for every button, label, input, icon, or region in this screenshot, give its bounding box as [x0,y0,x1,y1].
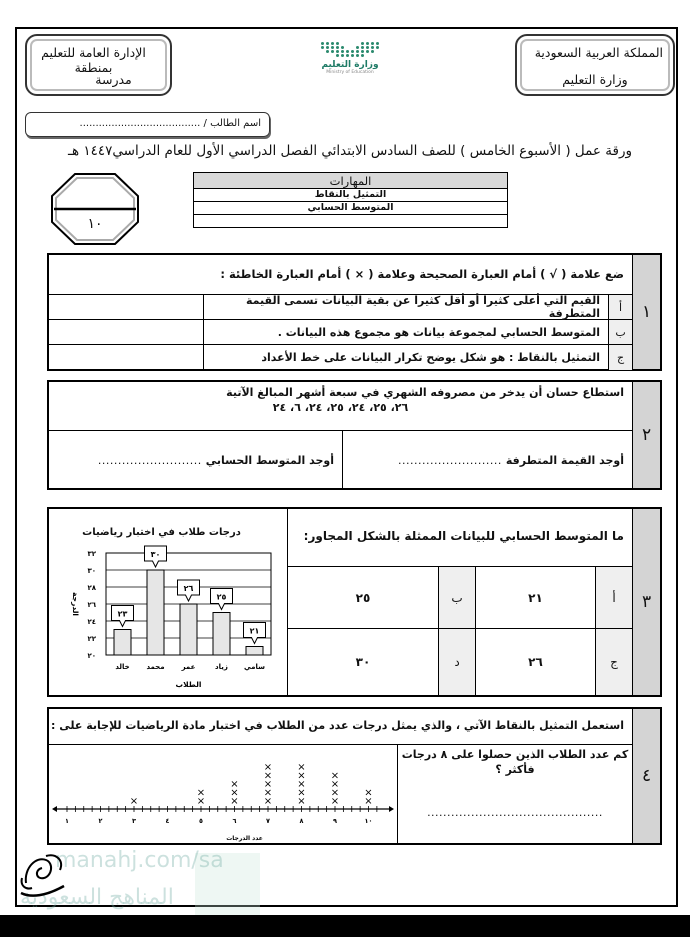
question-number: ٢ [632,382,660,488]
svg-text:٣: ٣ [132,817,136,825]
logo-english-text: Ministry of Education [326,70,374,75]
svg-text:×: × [297,770,306,782]
svg-text:٢٨: ٢٨ [87,584,96,592]
svg-text:٢٤: ٢٤ [87,618,96,626]
statement-label: ب [608,320,632,344]
question-prompt [49,382,632,431]
answer-cell[interactable] [49,345,203,370]
answer-cell[interactable] [49,320,203,344]
svg-text:×: × [263,779,273,790]
svg-text:×: × [263,787,273,799]
ministry-logo [315,42,385,92]
answer-cell[interactable] [49,295,203,319]
question-number: ٣ [632,509,660,695]
directorate-label: الإدارة العامة للتعليم بمنطقة [41,45,146,75]
ministry-header-box [515,34,675,96]
svg-text:خالد: خالد [115,663,130,671]
svg-text:٣٠: ٣٠ [87,567,96,575]
mean-answer[interactable] [49,431,342,489]
svg-text:٩: ٩ [333,817,337,825]
worksheet-title: ورقة عمل ( الأسبوع الخامس ) للصف السادس الابتدائي الفصل الدراسي الأول للعام الدراسي١٤٤٧ هـ [68,143,632,159]
skill-item: المتوسط الحسابي [194,202,508,215]
school-header-box [25,34,172,96]
option-value[interactable]: ٢٦ [475,629,595,695]
question-3 [47,507,662,697]
statement-text: القيم التي أعلى كثيرا أو أقل كثيرا عن بقية البيانات تسمى القيمة المتطرفة [203,295,608,319]
svg-text:×: × [196,787,206,799]
svg-text:الطلاب: الطلاب [175,680,202,689]
question-number: ٤ [632,709,660,843]
outlier-answer[interactable] [342,431,632,489]
svg-text:٢٥: ٢٥ [216,592,227,602]
skills-table [193,172,508,228]
mean-blank: .......................... [97,453,202,467]
svg-text:×: × [364,787,373,799]
svg-text:عدد الدرجات: عدد الدرجات [226,835,263,842]
svg-text:×: × [129,796,139,807]
svg-text:×: × [330,779,340,790]
statement-text: التمثيل بالنقاط : هو شكل يوضح تكرار البيانات على خط الأعداد [203,345,608,370]
options-grid [288,567,632,695]
octagon-icon [50,172,140,246]
svg-text:٣٢: ٣٢ [87,550,96,558]
svg-text:٨: ٨ [299,817,304,825]
svg-text:×: × [297,762,306,773]
outlier-blank: .......................... [397,453,502,467]
svg-text:١٠: ١٠ [364,817,373,825]
svg-text:×: × [230,779,239,790]
dot-plot-chart [49,745,401,845]
logo-dots-icon [315,42,385,57]
svg-text:×: × [330,770,340,782]
data-values: ٢٦، ٢٥، ٢٤، ٢٥، ٢٤، ٦، ٢٤ [272,401,409,414]
svg-text:٦: ٦ [232,817,237,825]
bar-chart-plot [49,509,289,697]
svg-text:٢٦: ٢٦ [87,601,96,609]
sub-question [397,745,632,843]
logo-arabic-text: وزارة التعليم [321,60,379,70]
statement-row [49,345,632,370]
statement-label: ج [608,345,632,370]
option-value[interactable]: ٢١ [475,567,595,629]
option-label: د [438,629,475,695]
sub-question-text: كم عدد الطلاب الذين حصلوا على ٨ درجات فأكثر ؟ [401,748,629,776]
prompt-text: استطاع حسان أن يدخر من مصروفه الشهري في سبعة أشهر المبالغ الآتية [226,386,624,399]
svg-text:×: × [263,796,273,807]
svg-text:×: × [196,796,206,807]
svg-text:×: × [330,787,340,799]
student-name-label: اسم الطالب / ...................................... [79,118,261,129]
option-value[interactable]: ٣٠ [355,655,371,669]
svg-text:٢١: ٢١ [249,626,260,636]
chart-title: درجات طلاب في اختبار رياضيات [82,527,241,538]
statement-label: أ [608,295,632,319]
mean-label: أوجد المتوسط الحسابي [205,453,334,467]
watermark-url: manahj.com/sa [55,848,224,873]
score-box [50,172,140,246]
dot-plot [49,745,401,845]
outlier-label: أوجد القيمة المتطرفة [505,453,624,467]
question-prompt: استعمل التمثيل بالنقاط الآتي ، والذي يمثل درجات عدد من الطلاب في اختبار مادة الرياضيات للإجابة على : [49,709,632,745]
svg-text:١: ١ [65,817,69,825]
svg-text:×: × [297,779,306,790]
svg-text:سامي: سامي [244,663,265,671]
kingdom-label: المملكة العربية السعودية [534,45,663,60]
svg-text:×: × [364,796,373,807]
svg-text:٢: ٢ [98,817,103,825]
student-name-field[interactable] [25,112,270,137]
svg-text:عمر: عمر [181,663,196,671]
ministry-label: وزارة التعليم [562,72,628,87]
option-label: ب [438,567,475,629]
statement-row [49,320,632,345]
bar-chart [49,509,289,697]
bottom-bar [0,915,690,937]
signature-icon [16,848,71,903]
option-label: ج [595,629,632,695]
svg-text:×: × [263,762,273,773]
question-1 [47,253,662,371]
option-label: أ [595,567,632,629]
svg-text:×: × [330,796,340,807]
option-value[interactable]: ٢٥ [288,567,438,629]
watermark-arabic: المناهج السعودية [20,885,174,910]
question-number: ١ [632,255,660,369]
svg-text:٢٦: ٢٦ [183,584,194,593]
svg-text:٤: ٤ [165,817,170,825]
svg-text:٣٠: ٣٠ [150,550,161,559]
svg-text:×: × [263,770,273,782]
question-prompt: ضع علامة ( √ ) أمام العبارة الصحيحة وعلامة ( × ) أمام العبارة الخاطئة : [49,255,632,295]
school-label: مدرسة [95,72,132,87]
skill-item: التمثيل بالنقاط [194,189,508,202]
svg-text:٥: ٥ [199,817,203,825]
svg-text:×: × [230,796,239,807]
svg-text:٢٢: ٢٢ [87,635,96,643]
svg-text:×: × [230,787,239,799]
svg-text:٧: ٧ [266,817,270,825]
statement-row [49,295,632,320]
svg-text:الدرجة: الدرجة [71,592,80,616]
question-4 [47,707,662,845]
score-total: ١٠ [87,216,103,232]
skill-item [194,215,508,228]
svg-text:زياد: زياد [215,663,228,671]
svg-text:٢٣: ٢٣ [117,609,128,619]
question-prompt: ما المتوسط الحسابي للبيانات الممثلة بالشكل المجاور: [288,509,632,567]
svg-text:×: × [297,787,306,799]
svg-text:×: × [297,796,306,807]
answer-blank[interactable]: ............................................ [427,806,603,819]
svg-text:٢٠: ٢٠ [87,652,96,660]
question-2 [47,380,662,490]
svg-text:محمد: محمد [146,663,165,671]
skills-header: المهارات [194,173,508,189]
statement-text: المتوسط الحسابي لمجموعة بيانات هو مجموع هذه البيانات . [203,320,608,344]
